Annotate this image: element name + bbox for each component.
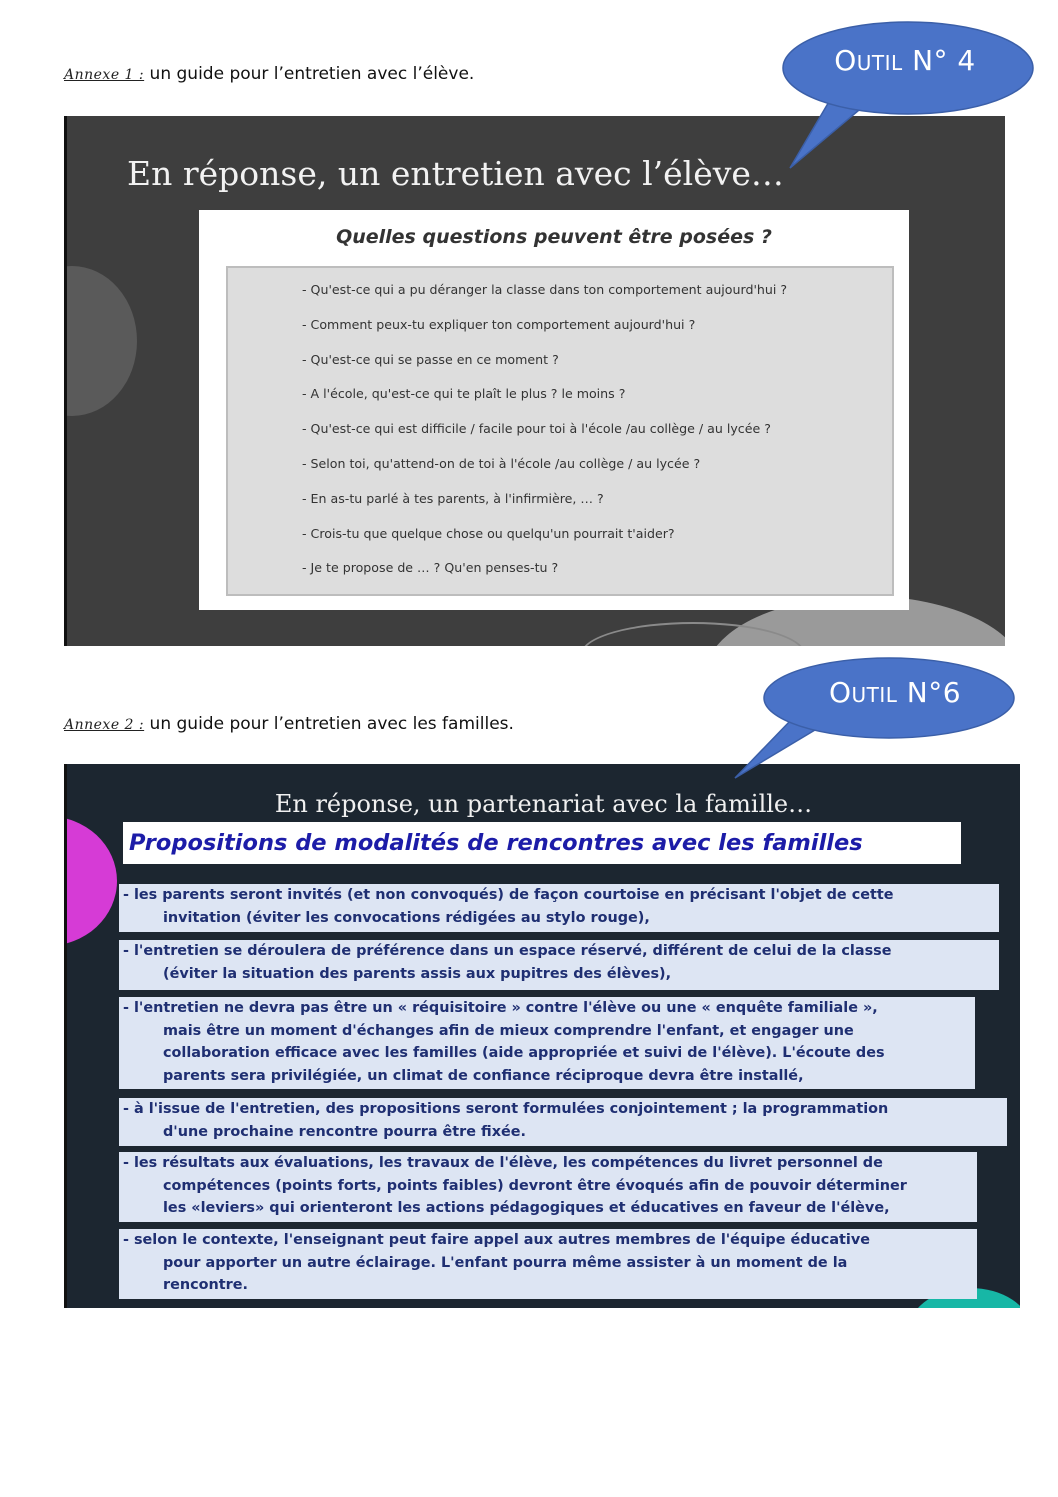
question-item: - En as-tu parlé à tes parents, à l'infirmière, … ? (302, 490, 604, 506)
block-line: compétences (points forts, points faibles) devront être évoqués afin de pouvoir déterminer (163, 1177, 907, 1194)
question-item: - Qu'est-ce qui se passe en ce moment ? (302, 351, 559, 367)
block-line: - selon le contexte, l'enseignant peut faire appel aux autres membres de l'équipe éducative (123, 1232, 870, 1248)
question-item: - Comment peux-tu expliquer ton comportement aujourd'hui ? (302, 316, 696, 332)
bubble-1-text: Outil N° 4 (834, 44, 976, 77)
bubble-2-text: Outil N°6 (828, 676, 962, 709)
block-line: collaboration efficace avec les familles (aide appropriée et suivi de l'élève). L'écoute des (163, 1045, 885, 1061)
block-line: - à l'issue de l'entretien, des propositions seront formulées conjointement ; la programmation (123, 1101, 889, 1117)
questions-panel (199, 210, 909, 610)
speech-bubble-icon (725, 656, 1025, 780)
block-line: d'une prochaine rencontre pourra être fixée. (163, 1123, 526, 1140)
slide-1-title: En réponse, un entretien avec l’élève… (127, 154, 784, 193)
slide-famille (64, 764, 1020, 1308)
block-line: - les parents seront invités (et non convoqués) de façon courtoise en précisant l'objet de cette (123, 887, 894, 903)
annexe-1-heading (64, 64, 474, 84)
annexe-2-heading (64, 714, 514, 734)
slide-eleve (64, 116, 1005, 646)
block-line: pour apporter un autre éclairage. L'enfant pourra même assister à un moment de la (163, 1254, 848, 1271)
block-line: rencontre. (163, 1277, 248, 1293)
block-line: invitation (éviter les convocations rédigées au stylo rouge), (163, 909, 650, 926)
questions-box (226, 266, 894, 596)
block-line: - l'entretien se déroulera de préférence dans un espace réservé, différent de celui de la classe (123, 943, 892, 959)
block-line: (éviter la situation des parents assis aux pupitres des élèves), (163, 965, 672, 982)
annexe-2-text: un guide pour l’entretien avec les familles. (144, 714, 514, 734)
annexe-1-text: un guide pour l’entretien avec l’élève. (144, 64, 475, 84)
recommendation-block (119, 1152, 977, 1222)
recommendation-block (119, 1098, 1007, 1146)
question-item: - Selon toi, qu'attend-on de toi à l'école /au collège / au lycée ? (302, 455, 701, 471)
recommendation-block (119, 940, 999, 990)
recommendation-block (119, 1229, 977, 1299)
question-item: - Qu'est-ce qui a pu déranger la classe dans ton comportement aujourd'hui ? (302, 282, 788, 297)
speech-bubble-icon (770, 20, 1040, 170)
questions-list (302, 282, 787, 595)
question-item: - Je te propose de … ? Qu'en penses-tu ? (302, 560, 559, 576)
block-line: les «leviers» qui orienteront les actions pédagogiques et éducatives en faveur de l'élève, (163, 1200, 890, 1216)
decorative-shape (64, 266, 137, 416)
question-item: - Qu'est-ce qui est difficile / facile pour toi à l'école /au collège / au lycée ? (302, 421, 771, 437)
block-line: mais être un moment d'échanges afin de mieux comprendre l'enfant, et engager une (163, 1022, 854, 1039)
questions-panel-title: Quelles questions peuvent être posées ? (336, 226, 772, 248)
slide-2-title: En réponse, un partenariat avec la famille… (274, 790, 813, 818)
block-line: parents sera privilégiée, un climat de confiance réciproque devra être installé, (163, 1067, 804, 1084)
decorative-shape (64, 816, 117, 946)
callout-bubble-outil-4 (770, 20, 1040, 170)
block-line: - les résultats aux évaluations, les travaux de l'élève, les compétences du livret personnel de (123, 1155, 883, 1171)
annexe-2-label: Annexe 2 : (64, 717, 145, 733)
question-item: - A l'école, qu'est-ce qui te plaît le plus ? le moins ? (302, 386, 626, 402)
recommendation-block (119, 884, 999, 932)
block-line: - l'entretien ne devra pas être un « réquisitoire » contre l'élève ou une « enquête familiale », (123, 1000, 878, 1016)
slide-2-subtitle: Propositions de modalités de rencontres avec les familles (123, 822, 961, 864)
question-item: - Crois-tu que quelque chose ou quelqu'un pourrait t'aider? (302, 525, 675, 541)
annexe-1-label: Annexe 1 : (64, 67, 145, 83)
recommendation-block (119, 997, 975, 1089)
callout-bubble-outil-6 (725, 656, 1025, 780)
